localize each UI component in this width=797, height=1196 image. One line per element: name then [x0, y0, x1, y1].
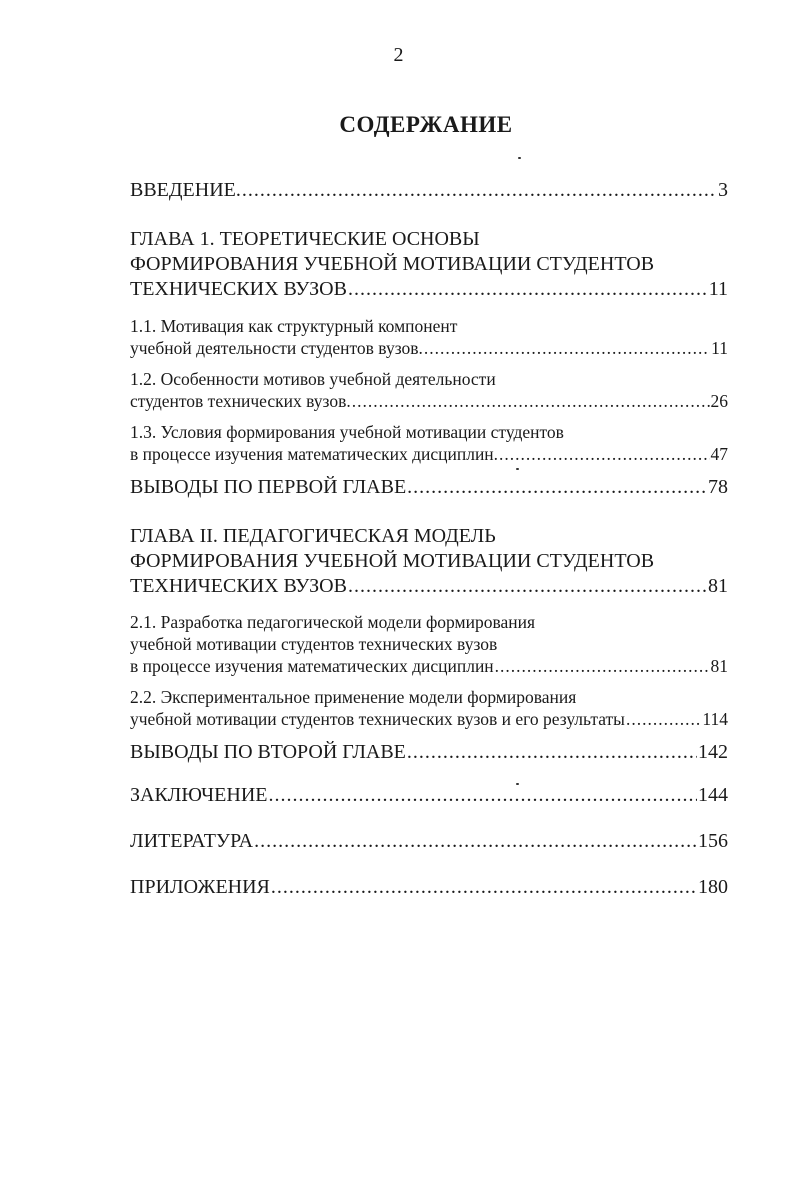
toc-entry-title: 1.1. Мотивация как структурный компонент	[130, 316, 458, 336]
toc-entry-title: ВЫВОДЫ ПО ВТОРОЙ ГЛАВЕ	[130, 741, 406, 763]
dot-leader	[499, 443, 709, 465]
toc-entry-title: учебной деятельности студентов вузов.	[130, 338, 423, 358]
toc-entry-conclusion[interactable]	[130, 783, 728, 808]
toc-entry-title: ГЛАВА 1. ТЕОРЕТИЧЕСКИЕ ОСНОВЫ	[130, 228, 480, 250]
toc-entry-title: ФОРМИРОВАНИЯ УЧЕБНОЙ МОТИВАЦИИ СТУДЕНТОВ	[130, 550, 655, 572]
scan-speck	[516, 783, 519, 785]
toc-entry-title: ПРИЛОЖЕНИЯ	[130, 876, 270, 898]
toc-entry-conclusions-2[interactable]	[130, 740, 728, 765]
dot-leader	[348, 277, 708, 302]
dot-leader	[407, 475, 707, 500]
dot-leader	[626, 708, 701, 730]
dot-leader	[268, 783, 697, 808]
dot-leader	[352, 390, 710, 412]
table-of-contents	[130, 178, 728, 900]
toc-entry-title: 1.2. Особенности мотивов учебной деятельности	[130, 369, 496, 389]
toc-entry-literature[interactable]	[130, 829, 728, 854]
toc-entry-conclusions-1[interactable]	[130, 475, 728, 500]
scan-speck	[518, 157, 521, 159]
toc-page-number: 81	[710, 656, 728, 676]
page-number: 2	[393, 44, 404, 66]
toc-page-number: 47	[710, 444, 728, 464]
page-title: СОДЕРЖАНИЕ	[339, 112, 513, 137]
toc-page-number: 26	[710, 391, 728, 411]
toc-entry-section-1-3[interactable]	[130, 421, 728, 465]
toc-page-number: 3	[718, 179, 728, 201]
toc-entry-title: ТЕХНИЧЕСКИХ ВУЗОВ	[130, 278, 347, 300]
dot-leader	[242, 178, 717, 203]
toc-entry-title: ВЫВОДЫ ПО ПЕРВОЙ ГЛАВЕ	[130, 476, 407, 498]
dot-leader	[254, 829, 697, 854]
dot-leader	[424, 337, 710, 359]
toc-entry-title: 1.3. Условия формирования учебной мотивации студентов	[130, 422, 564, 442]
toc-entry-section-2-1[interactable]	[130, 611, 728, 677]
toc-page-number: 11	[708, 278, 728, 300]
toc-page-number: 156	[698, 830, 728, 852]
toc-page-number: 81	[708, 575, 728, 597]
toc-entry-section-2-2[interactable]	[130, 686, 728, 730]
dot-leader	[407, 740, 697, 765]
toc-page-number: 144	[698, 784, 728, 806]
toc-page-number: 114	[702, 709, 728, 729]
toc-entry-title: студентов технических вузов.	[130, 391, 351, 411]
toc-entry-title: ФОРМИРОВАНИЯ УЧЕБНОЙ МОТИВАЦИИ СТУДЕНТОВ	[130, 253, 655, 275]
toc-entry-title: ЗАКЛЮЧЕНИЕ	[130, 784, 268, 806]
dot-leader	[271, 875, 697, 900]
toc-entry-title: ЛИТЕРАТУРА	[130, 830, 254, 852]
toc-entry-chapter-2[interactable]	[130, 524, 728, 599]
toc-page-number: 11	[711, 338, 728, 358]
toc-entry-introduction[interactable]	[130, 178, 728, 203]
dot-leader	[495, 655, 710, 677]
toc-entry-title: учебной мотивации студентов технических вузов и его результаты	[130, 709, 625, 729]
dot-leader	[348, 574, 707, 599]
toc-entry-title: ВВЕДЕНИЕ.	[130, 179, 241, 201]
toc-entry-title: в процессе изучения математических дисциплин	[130, 656, 494, 676]
toc-entry-title: 2.1. Разработка педагогической модели формирования	[130, 612, 536, 632]
toc-entry-chapter-1[interactable]	[130, 227, 728, 302]
toc-entry-title: учебной мотивации студентов технических вузов	[130, 634, 498, 654]
toc-entry-title: 2.2. Экспериментальное применение модели формирования	[130, 687, 577, 707]
toc-page-number: 142	[698, 741, 728, 763]
scan-speck	[516, 468, 519, 470]
toc-page-number: 180	[698, 876, 728, 898]
toc-entry-section-1-2[interactable]	[130, 368, 728, 412]
toc-entry-title: ГЛАВА II. ПЕДАГОГИЧЕСКАЯ МОДЕЛЬ	[130, 525, 496, 547]
toc-entry-title: ТЕХНИЧЕСКИХ ВУЗОВ	[130, 575, 347, 597]
toc-entry-title: в процессе изучения математических дисциплин.	[130, 444, 499, 464]
toc-entry-section-1-1[interactable]	[130, 315, 728, 359]
toc-page-number: 78	[708, 476, 728, 498]
toc-entry-appendices[interactable]	[130, 875, 728, 900]
